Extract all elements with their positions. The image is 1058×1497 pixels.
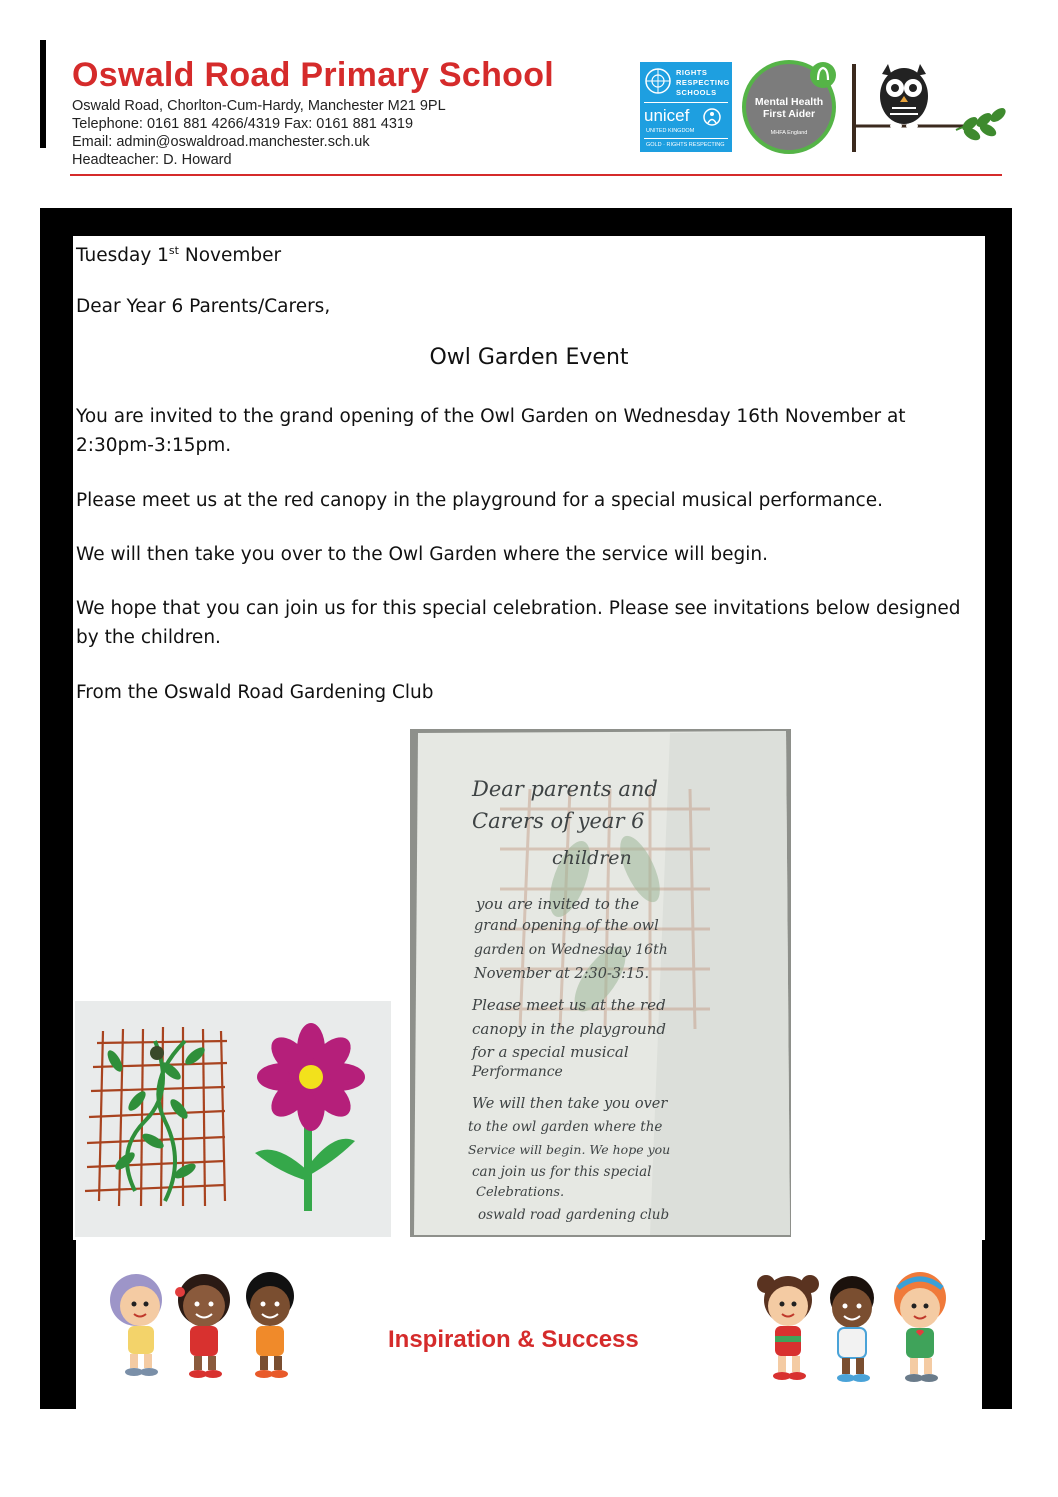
letter-paragraph-1-line-1: You are invited to the grand opening of the Owl Garden on Wednesday 16th November at — [76, 406, 906, 427]
invitation-line: Dear parents and — [472, 777, 658, 801]
children-flower-drawing-photo — [75, 1001, 391, 1237]
mhfa-leaf-icon — [808, 60, 838, 90]
invitation-paper-background — [410, 729, 791, 1237]
invitation-line: to the owl garden where the — [468, 1119, 663, 1135]
letter-paragraph-4-line-1: We hope that you can join us for this special celebration. Please see invitations below designed — [76, 598, 961, 619]
letter-paragraph-4-line-2: by the children. — [76, 627, 221, 648]
mhfa-line2: First Aider — [762, 108, 816, 120]
invitation-line: canopy in the playground — [472, 1020, 666, 1038]
unicef-country: UNITED KINGDOM — [646, 128, 695, 134]
school-motto: Inspiration & Success — [388, 1326, 639, 1353]
school-telephone: Telephone: 0161 881 4266/4319 Fax: 0161 881 4319 — [72, 116, 414, 132]
letter-paragraph-2: Please meet us at the red canopy in the playground for a special musical performance. — [76, 490, 883, 511]
unicef-brand: unicef — [644, 106, 690, 125]
letter-paragraph-3: We will then take you over to the Owl Garden where the service will begin. — [76, 544, 769, 565]
handwritten-invitation-photo — [410, 729, 791, 1237]
invitation-line: Service will begin. We hope you — [468, 1142, 671, 1157]
flower-trellis-drawing — [75, 1001, 391, 1237]
invitation-line: children — [552, 847, 632, 869]
unicef-badge-line1: RIGHTS — [676, 68, 708, 77]
unicef-level: GOLD · RIGHTS RESPECTING — [646, 142, 725, 148]
letter-date: Tuesday 1st November — [76, 244, 282, 267]
owl-on-branch-logo — [852, 60, 1008, 154]
invitation-line: garden on Wednesday 16th — [474, 942, 668, 958]
invitation-line: November at 2:30-3:15. — [474, 966, 650, 982]
school-name: Oswald Road Primary School — [72, 56, 555, 94]
invitation-line: Please meet us at the red — [472, 996, 666, 1014]
unicef-globe-icon — [644, 67, 672, 95]
invitation-line: oswald road gardening club — [478, 1207, 670, 1223]
letter-salutation: Dear Year 6 Parents/Carers, — [76, 296, 331, 317]
letter-title: Owl Garden Event — [429, 345, 629, 370]
unicef-child-icon — [702, 107, 722, 127]
invitation-line: We will then take you over — [472, 1096, 668, 1112]
cartoon-children-left — [96, 1266, 312, 1384]
mhfa-org: MHFA England — [770, 130, 808, 136]
mhfa-line1: Mental Health — [754, 96, 824, 108]
invitation-line: Carers of year 6 — [472, 809, 645, 833]
school-email: Email: admin@oswaldroad.manchester.sch.uk — [72, 134, 370, 150]
invitation-line: you are invited to the — [476, 895, 640, 913]
school-address: Oswald Road, Chorlton-Cum-Hardy, Manchester M21 9PL — [72, 98, 446, 114]
unicef-badge-line2: RESPECTING — [676, 78, 730, 87]
letter-signoff: From the Oswald Road Gardening Club — [76, 682, 434, 703]
invitation-line: can join us for this special — [472, 1164, 652, 1180]
header-divider — [70, 174, 1002, 176]
unicef-rights-respecting-badge — [640, 62, 732, 152]
invitation-line: Performance — [472, 1064, 563, 1080]
letter-paragraph-1-line-2: 2:30pm-3:15pm. — [76, 435, 232, 456]
unicef-badge-line3: SCHOOLS — [676, 88, 717, 97]
school-headteacher: Headteacher: D. Howard — [72, 152, 232, 168]
header-left-rule — [40, 40, 46, 148]
cartoon-children-right — [748, 1266, 964, 1390]
invitation-line: for a special musical — [472, 1043, 629, 1061]
invitation-line: grand opening of the owl — [474, 918, 659, 934]
invitation-line: Celebrations. — [476, 1185, 565, 1200]
